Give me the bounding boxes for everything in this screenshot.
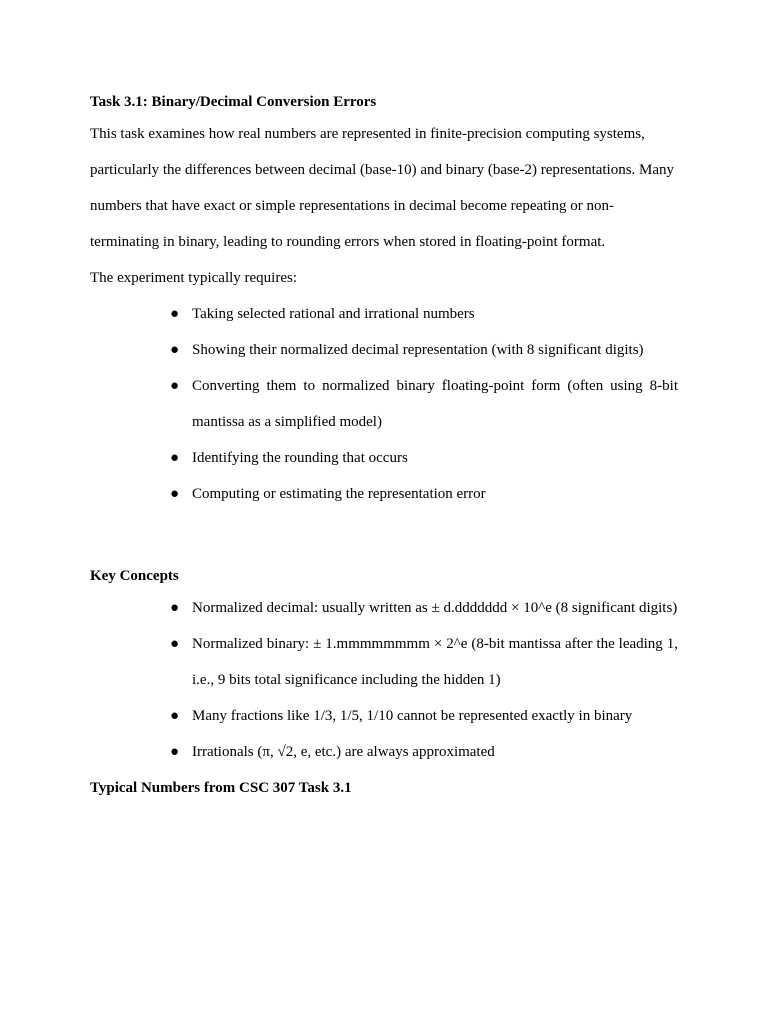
requirements-intro: The experiment typically requires:: [90, 270, 298, 286]
list-item: [170, 698, 678, 734]
list-item-text: Normalized binary: ± 1.mmmmmmmm × 2^e (8-bit mantissa after the leading 1, i.e., 9 bits total significance including the hidden 1): [192, 636, 678, 688]
bullet-icon: ●: [170, 378, 180, 394]
list-item-text: Normalized decimal: usually written as ± d.ddddddd × 10^e (8 significant digits): [192, 600, 678, 616]
task-description: This task examines how real numbers are represented in finite-precision computing systems, particularly the differences between decimal (base-10) and binary (base-2) representations. Many numbers that have exact or simple representations in decimal become repeating or non-terminating in binary, leading to rounding errors when stored in floating-point format.: [90, 126, 675, 250]
document-page: [90, 88, 678, 806]
list-item-text: Taking selected rational and irrational numbers: [192, 306, 475, 322]
bullet-icon: ●: [170, 744, 180, 760]
section-spacer: [90, 512, 678, 540]
key-concepts-list: [90, 590, 678, 770]
bullet-icon: ●: [170, 600, 180, 616]
requirements-list: [90, 296, 678, 512]
list-item-text: Showing their normalized decimal representation (with 8 significant digits): [192, 342, 644, 358]
bullet-icon: ●: [170, 708, 180, 724]
list-item: [170, 440, 678, 476]
list-item-text: Irrationals (π, √2, e, etc.) are always approximated: [192, 744, 495, 760]
task-title: Task 3.1: Binary/Decimal Conversion Errors: [90, 94, 377, 110]
list-item: [170, 296, 678, 332]
list-item-text: Many fractions like 1/3, 1/5, 1/10 cannot be represented exactly in binary: [192, 708, 633, 724]
bullet-icon: ●: [170, 486, 180, 502]
bullet-icon: ●: [170, 636, 180, 652]
bullet-icon: ●: [170, 450, 180, 466]
list-item: [170, 734, 678, 770]
list-item: [170, 626, 678, 698]
list-item-text: Computing or estimating the representation error: [192, 486, 486, 502]
list-item: [170, 332, 678, 368]
list-item-text: Converting them to normalized binary floating-point form (often using 8-bit mantissa as a simplified model): [192, 378, 678, 430]
list-item-text: Identifying the rounding that occurs: [192, 450, 408, 466]
bullet-icon: ●: [170, 306, 180, 322]
list-item: [170, 590, 678, 626]
bullet-icon: ●: [170, 342, 180, 358]
typical-numbers-title: Typical Numbers from CSC 307 Task 3.1: [90, 780, 352, 796]
key-concepts-title: Key Concepts: [90, 568, 179, 584]
list-item: [170, 368, 678, 440]
list-item: [170, 476, 678, 512]
